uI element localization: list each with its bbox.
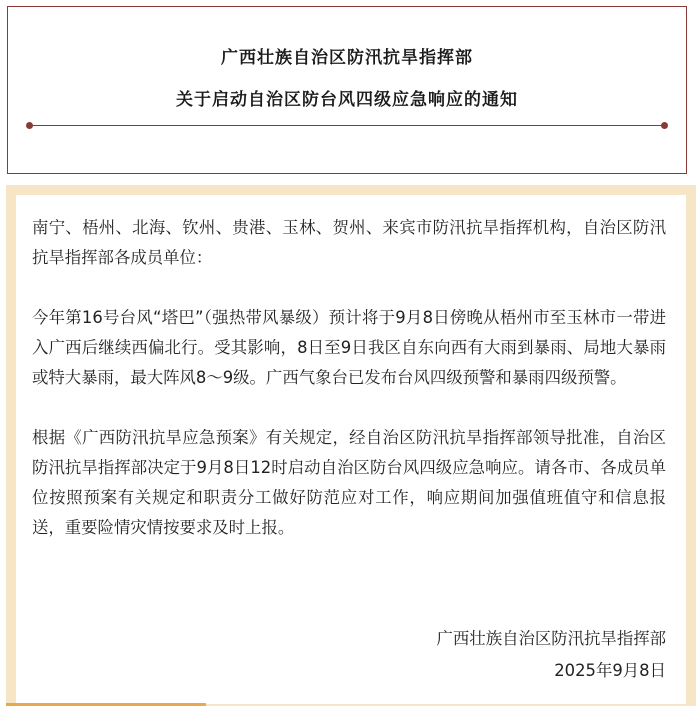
divider-dot-left xyxy=(26,122,33,129)
signature-block xyxy=(437,623,666,687)
notice-title: 关于启动自治区防台风四级应急响应的通知 xyxy=(176,90,518,110)
notice-body-frame xyxy=(6,185,696,706)
response-decision-paragraph: 根据《广西防汛抗旱应急预案》有关规定，经自治区防汛抗旱指挥部领导批准，自治区防汛抗旱指挥部决定于9月8日12时启动自治区防台风四级应急响应。请各市、各成员单位按照预案有关规定和职责分工做好防范应对工作，响应期间加强值班值守和信息报送，重要险情灾情按要求及时上报。 xyxy=(32,428,666,537)
notice-header xyxy=(7,6,687,174)
org-title: 广西壮族自治区防汛抗旱指挥部 xyxy=(221,48,473,68)
notice-body xyxy=(16,195,686,704)
signature-date: 2025年9月8日 xyxy=(554,661,666,680)
typhoon-forecast-paragraph: 今年第16号台风“塔巴”（强热带风暴级）预计将于9月8日傍晚从梧州市至玉林市一带进入广西后继续西偏北行。受其影响，8日至9日我区自东向西有大雨到暴雨、局地大暴雨或特大暴雨，最大阵风8～9级。广西气象台已发布台风四级预警和暴雨四级预警。 xyxy=(32,308,666,387)
signature-org: 广西壮族自治区防汛抗旱指挥部 xyxy=(436,629,666,648)
header-divider xyxy=(29,125,665,126)
recipients-paragraph: 南宁、梧州、北海、钦州、贵港、玉林、贺州、来宾市防汛抗旱指挥机构，自治区防汛抗旱指挥部各成员单位： xyxy=(32,218,666,267)
divider-dot-right xyxy=(661,122,668,129)
